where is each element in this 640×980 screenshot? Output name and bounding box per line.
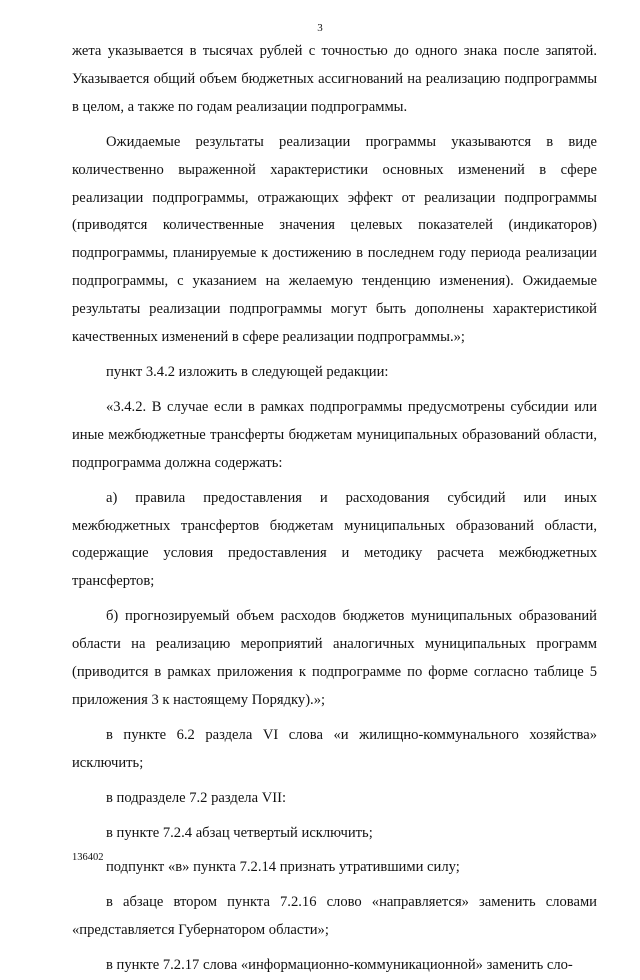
paragraph-subitem-a: а) правила предоставления и расходования субсидий или иных межбюджетных трансфертов бюджетам муниципальных образований области, содержащие условия предоставления и методику расчета межбюджетных трансфертов;	[72, 489, 597, 590]
paragraph-subitem-b: б) прогнозируемый объем расходов бюджетов муниципальных образований области на реализацию мероприятий аналогичных муниципальных программ (приводится в рамках приложения к подпрограмме по форме согласно таблице 5 приложения 3 к настоящему Порядку).»;	[72, 608, 597, 708]
document-code: 136402	[72, 852, 104, 863]
paragraph-item-7-2-16: в абзаце втором пункта 7.2.16 слово «направляется» заменить словами «представляется Губернатором области»;	[72, 894, 597, 939]
paragraph-item-6-2: в пункте 6.2 раздела VI слова «и жилищно-коммунального хозяйства» исключить;	[72, 726, 597, 771]
paragraph-subsection-7-2: в подразделе 7.2 раздела VII:	[106, 789, 287, 806]
page-number: 3	[317, 22, 323, 34]
paragraph-item-7-2-4: в пункте 7.2.4 абзац четвертый исключить;	[106, 824, 373, 841]
paragraph-expected-results: Ожидаемые результаты реализации программы указываются в виде количественно выраженной характеристики основных изменений в сфере реализации подпрограммы, отражающих эффект от реализации подпрограммы (приводятся количественные значения целевых показателей (индикаторов) подпрограммы, планируемые к достижению в последнем году периода реализации подпрограммы, с указанием на желаемую тенденцию изменения). Ожидаемые результаты реализации подпрограммы могут быть дополнены характеристикой качественных изменений в сфере реализации подпрограммы.»;	[72, 133, 597, 346]
paragraph-item-7-2-17: в пункте 7.2.17 слова «информационно-коммуникационной» заменить сло-	[106, 957, 573, 974]
paragraph-continuation: жета указывается в тысячах рублей с точностью до одного знака после запятой. Указывается общий объем бюджетных ассигнований на реализацию подпрограммы в целом, а также по годам реализации подпрограммы.	[72, 43, 597, 115]
paragraph-item-7-2-14: подпункт «в» пункта 7.2.14 признать утратившими силу;	[106, 859, 460, 876]
paragraph-item-3-4-2: «3.4.2. В случае если в рамках подпрограммы предусмотрены субсидии или иные межбюджетные трансферты бюджетам муниципальных образований области, подпрограмма должна содержать:	[72, 398, 597, 471]
document-body	[72, 38, 597, 980]
paragraph-item-3-4-2-intro: пункт 3.4.2 изложить в следующей редакции:	[106, 363, 389, 380]
